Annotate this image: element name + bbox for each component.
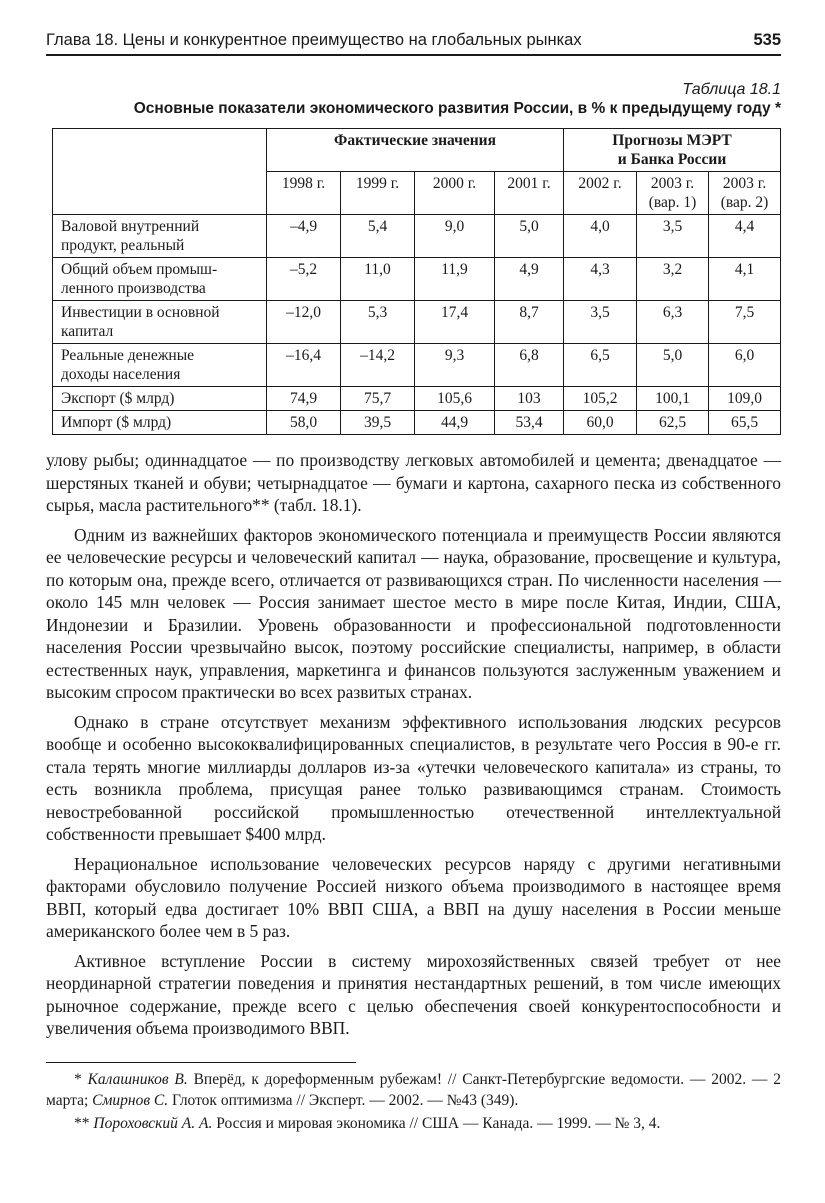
table-cell: 103 bbox=[495, 387, 564, 411]
row-label-line1: Валовой внутренний bbox=[61, 218, 200, 235]
year-header-line2: (вар. 1) bbox=[648, 194, 697, 211]
table-row bbox=[53, 344, 781, 387]
table-cell: 6,8 bbox=[495, 344, 564, 387]
year-header-line1: 2003 г. bbox=[650, 175, 695, 192]
table-cell: 65,5 bbox=[709, 411, 781, 435]
table-row bbox=[53, 301, 781, 344]
year-header-line1: 2003 г. bbox=[722, 175, 767, 192]
page bbox=[46, 28, 781, 1136]
table-cell: 4,4 bbox=[709, 215, 781, 258]
row-label bbox=[53, 301, 267, 344]
running-header bbox=[46, 28, 781, 56]
row-label-line2: доходы населения bbox=[61, 366, 181, 383]
table-row bbox=[53, 411, 781, 435]
table-cell: 6,0 bbox=[709, 344, 781, 387]
table-cell: 3,5 bbox=[637, 215, 709, 258]
table-cell: 6,5 bbox=[564, 344, 637, 387]
group-header-actual bbox=[267, 129, 564, 172]
table-row bbox=[53, 215, 781, 258]
row-label bbox=[53, 344, 267, 387]
year-header-cell bbox=[495, 172, 564, 215]
group-header-forecast-line1: Прогнозы МЭРТ bbox=[612, 132, 732, 149]
year-header-line2: (вар. 2) bbox=[720, 194, 769, 211]
table-cell: 17,4 bbox=[415, 301, 495, 344]
table-group-header-row bbox=[53, 129, 781, 172]
table-cell: 3,5 bbox=[564, 301, 637, 344]
table-cell: 62,5 bbox=[637, 411, 709, 435]
footnote-2 bbox=[46, 1113, 781, 1134]
table-label: Таблица 18.1 bbox=[682, 81, 781, 98]
year-header-cell bbox=[267, 172, 341, 215]
year-header-cell bbox=[415, 172, 495, 215]
year-header-line1: 2001 г. bbox=[507, 175, 551, 192]
table-cell: 58,0 bbox=[267, 411, 341, 435]
table-corner-cell bbox=[53, 129, 267, 215]
table-cell: 4,9 bbox=[495, 258, 564, 301]
row-label bbox=[53, 258, 267, 301]
year-header-cell bbox=[709, 172, 781, 215]
group-header-forecast-line2: и Банка России bbox=[617, 151, 727, 168]
page-number: 535 bbox=[753, 31, 781, 49]
table-cell: 60,0 bbox=[564, 411, 637, 435]
year-header-cell bbox=[637, 172, 709, 215]
table-cell: 4,0 bbox=[564, 215, 637, 258]
row-label-line2: продукт, реальный bbox=[61, 237, 185, 254]
footnote-2-mark: ** bbox=[74, 1114, 90, 1132]
table-cell: 11,0 bbox=[341, 258, 415, 301]
table-cell: 6,3 bbox=[637, 301, 709, 344]
table-cell: 5,0 bbox=[495, 215, 564, 258]
year-header-line1: 1998 г. bbox=[281, 175, 326, 192]
footnote-1-author2: Смирнов С. bbox=[92, 1091, 169, 1109]
row-label-line1: Реальные денежные bbox=[61, 347, 195, 364]
table-cell: 8,7 bbox=[495, 301, 564, 344]
table-cell: 7,5 bbox=[709, 301, 781, 344]
table-cell: 4,1 bbox=[709, 258, 781, 301]
table-cell: 5,0 bbox=[637, 344, 709, 387]
group-header-forecast bbox=[564, 129, 781, 172]
table-row bbox=[53, 258, 781, 301]
paragraph: улову рыбы; одиннадцатое — по производству легковых автомобилей и цемента; двенадцатое — шерстяных тканей и обуви; четырнадцатое — бумаги и картона, сахарного песка из собственного сырья, масла растительного** (табл. 18.1). bbox=[46, 450, 781, 515]
table-cell: –12,0 bbox=[267, 301, 341, 344]
footnote-2-text: Россия и мировая экономика // США — Канада. — 1999. — № 3, 4. bbox=[216, 1114, 661, 1132]
table-cell: 75,7 bbox=[341, 387, 415, 411]
year-header-line1: 2000 г. bbox=[432, 175, 477, 192]
year-header-cell bbox=[564, 172, 637, 215]
year-header-line1: 1999 г. bbox=[355, 175, 400, 192]
year-header-line1: 2002 г. bbox=[578, 175, 622, 192]
table-cell: 9,3 bbox=[415, 344, 495, 387]
table-row bbox=[53, 387, 781, 411]
row-label-line2: ленного производства bbox=[61, 280, 206, 297]
table-cell: 53,4 bbox=[495, 411, 564, 435]
indicators-table bbox=[52, 128, 781, 435]
year-header-cell bbox=[341, 172, 415, 215]
table-cell: –16,4 bbox=[267, 344, 341, 387]
table-cell: 105,6 bbox=[415, 387, 495, 411]
footnote-2-author: Пороховский А. А. bbox=[93, 1114, 213, 1132]
table-cell: 74,9 bbox=[267, 387, 341, 411]
footnote-1-text: Вперёд, к дореформенным рубежам! // Санкт-Петербургские ведомости. — 2002. — 2 марта; bbox=[46, 1070, 781, 1109]
table-cell: 11,9 bbox=[415, 258, 495, 301]
footnote-1-mark: * bbox=[74, 1070, 82, 1088]
table-cell: 3,2 bbox=[637, 258, 709, 301]
footnote-1-author: Калашников В. bbox=[87, 1070, 188, 1088]
footnotes bbox=[46, 1069, 781, 1134]
footnote-1 bbox=[46, 1069, 781, 1111]
paragraph: Однако в стране отсутствует механизм эффективного использования людских ресурсов вообще и особенно высококвалифицированных специалистов, в результате чего Россия в 90-е гг. стала терять многие миллиарды долларов из-за «утечки человеческого капитала» из страны, то есть возникла проблема, присущая ранее только развивающимся странам. Стоимость невостребованной российской промышленностью отечественной интеллектуальной собственности превышает $400 млрд. bbox=[46, 711, 781, 844]
row-label-line1: Экспорт ($ млрд) bbox=[61, 390, 175, 407]
chapter-title: Глава 18. Цены и конкурентное преимущество на глобальных рынках bbox=[46, 31, 582, 49]
table-cell: 39,5 bbox=[341, 411, 415, 435]
table-cell: 105,2 bbox=[564, 387, 637, 411]
table-cell: –4,9 bbox=[267, 215, 341, 258]
row-label bbox=[53, 215, 267, 258]
table-cell: 44,9 bbox=[415, 411, 495, 435]
group-header-actual-label: Фактические значения bbox=[334, 132, 497, 149]
row-label bbox=[53, 411, 267, 435]
row-label-line1: Импорт ($ млрд) bbox=[61, 414, 172, 431]
paragraph: Активное вступление России в систему мирохозяйственных связей требует от нее неординарной стратегии поведения и принятия нестандартных решений, в том числе имеющих рыночное содержание, прежде всего с целью обеспечения своей конкурентоспособности и увеличения объема производимого ВВП. bbox=[46, 950, 781, 1038]
row-label-line2: капитал bbox=[61, 323, 114, 340]
table-title: Основные показатели экономического развития России, в % к предыдущему году * bbox=[133, 100, 781, 117]
table-cell: 9,0 bbox=[415, 215, 495, 258]
table-cell: –5,2 bbox=[267, 258, 341, 301]
table-cell: 5,4 bbox=[341, 215, 415, 258]
footnote-divider bbox=[46, 1062, 356, 1063]
paragraph: Нерациональное использование человеческих ресурсов наряду с другими негативными факторами обусловило получение Россией низкого объема производимого в настоящее время ВВП, который едва достигает 10% ВВП США, а ВВП на душу населения в России меньше американского более чем в 5 раз. bbox=[46, 853, 781, 941]
footnote-1-text2: Глоток оптимизма // Эксперт. — 2002. — №43 (349). bbox=[172, 1091, 519, 1109]
body-text bbox=[46, 449, 781, 1040]
table-body bbox=[53, 215, 781, 435]
table-cell: 100,1 bbox=[637, 387, 709, 411]
table-cell: 4,3 bbox=[564, 258, 637, 301]
table-cell: –14,2 bbox=[341, 344, 415, 387]
row-label bbox=[53, 387, 267, 411]
row-label-line1: Общий объем промыш- bbox=[61, 261, 218, 278]
table-cell: 109,0 bbox=[709, 387, 781, 411]
row-label-line1: Инвестиции в основной bbox=[61, 304, 220, 321]
paragraph: Одним из важнейших факторов экономического потенциала и преимуществ России являются ее человеческие ресурсы и человеческий капитал — наука, образование, просвещение и культура, по которым она, прежде всего, отличается от развивающихся стран. По численности населения — около 145 млн человек — Россия занимает шестое место в мире после Китая, Индии, США, Индонезии и Бразилии. Уровень образованности и профессиональной подготовленности населения России чрезвычайно высок, поэтому российские специалисты, например, в области естественных наук, управления, маркетинга и финансов пользуются заслуженным уважением и высоким спросом практически во всех развитых странах. bbox=[46, 524, 781, 702]
table-cell: 5,3 bbox=[341, 301, 415, 344]
